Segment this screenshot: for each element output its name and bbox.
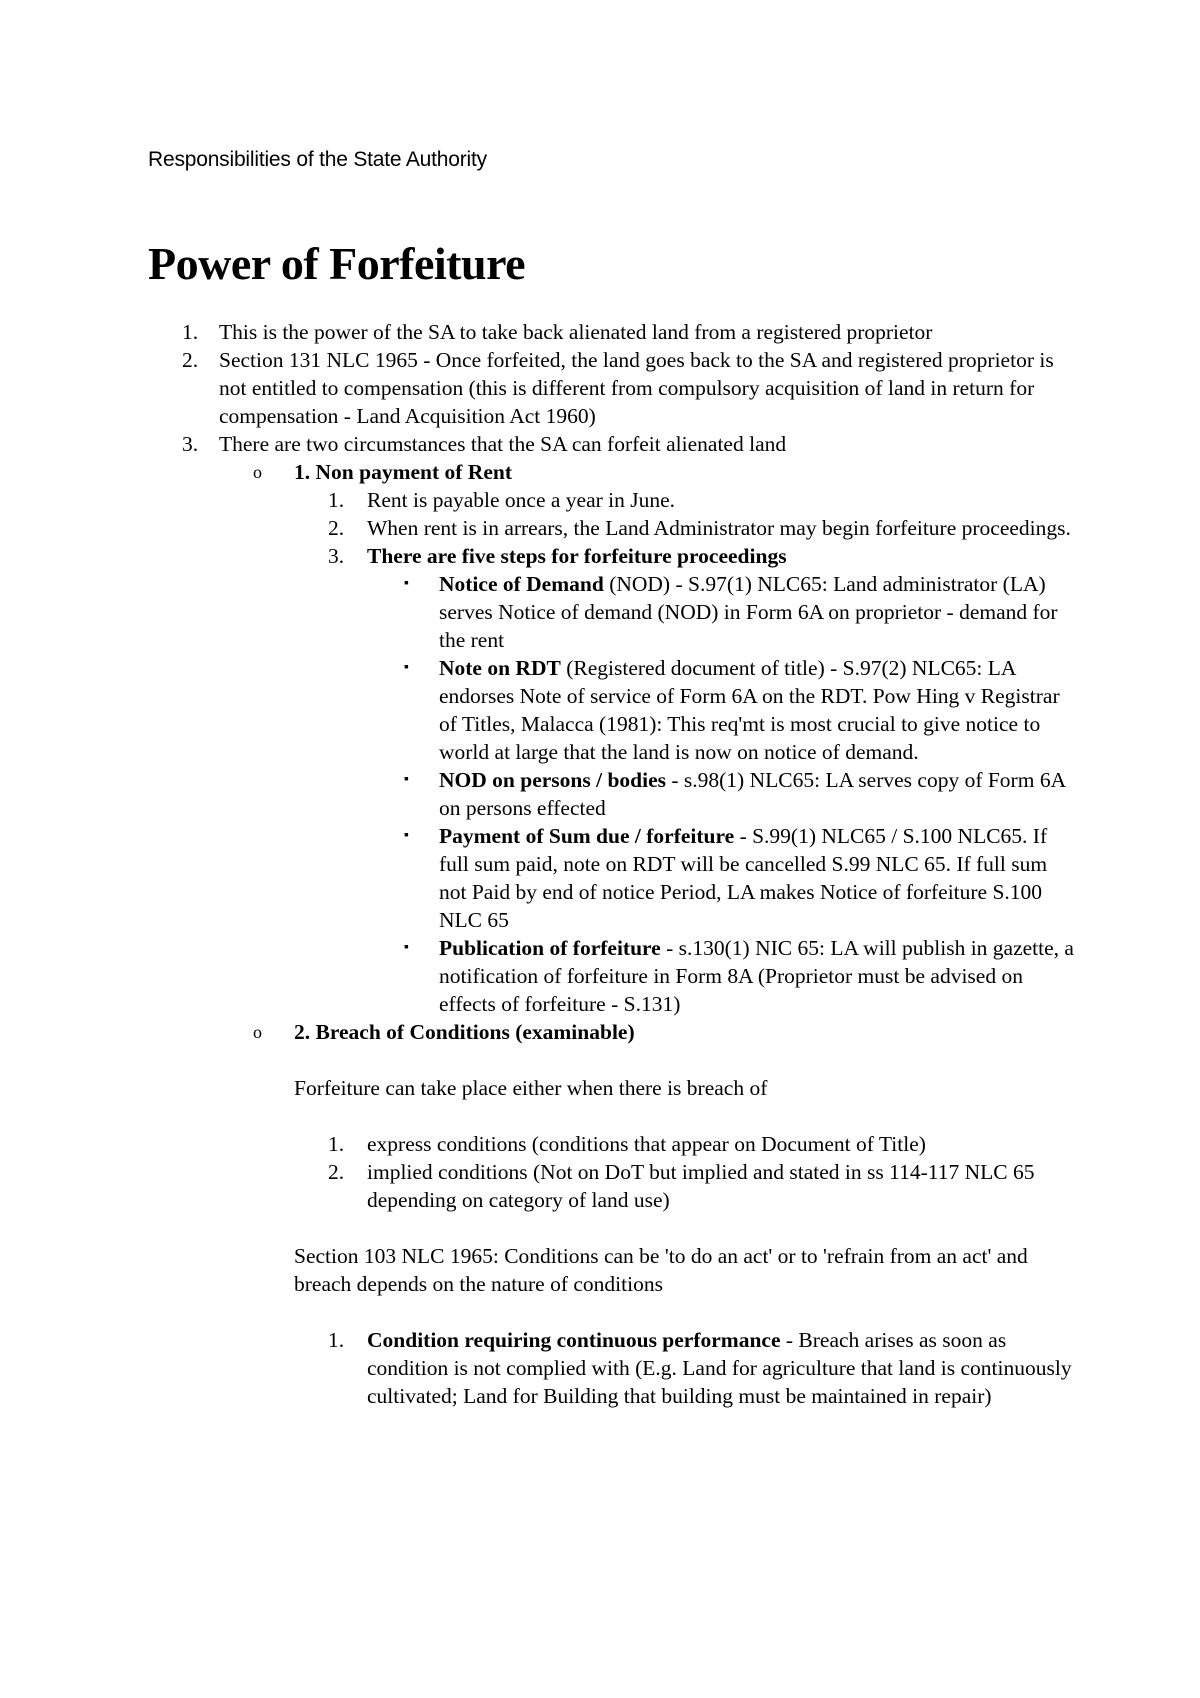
subheading-text: 2. Breach of Conditions (examinable) [294,1020,635,1044]
square-bullet-icon: ▪ [404,660,409,675]
list-number: 1. [182,320,199,344]
list-number: 2. [182,348,199,372]
list-item-text: express conditions (conditions that appear on Document of Title) [367,1132,926,1156]
list-item-text: Rent is payable once a year in June. [367,488,676,512]
step-title: Publication of forfeiture [439,936,661,960]
square-bullet-icon: ▪ [404,940,409,955]
subheading-text: 1. Non payment of Rent [294,460,512,484]
spacer [148,1102,1078,1130]
list-item [148,542,1078,570]
step-text: - s.130(1) NIC 65: LA will publish in gazette, a notification of forfeiture in Form 8A (Proprietor must be advised on effects of forfeiture - S.131) [439,936,1074,1016]
step-text: - s.98(1) NLC65: LA serves copy of Form 6A on persons effected [439,768,1065,820]
list-number: 1. [328,488,345,512]
step-item [148,654,1078,766]
list-number: 3. [182,432,199,456]
list-item [148,1158,1078,1214]
list-item-text: - Breach arises as soon as condition is not complied with (E.g. Land for agriculture that land is continuously cultivated; Land for Building that building must be maintained in repair) [367,1328,1072,1408]
paragraph-intro: Forfeiture can take place either when there is breach of [294,1076,768,1100]
list-number: 1. [328,1328,345,1352]
list-number: 2. [328,1160,345,1184]
list-item [148,1326,1078,1410]
list-number: 2. [328,516,345,540]
paragraph-section-103: Section 103 NLC 1965: Conditions can be 'to do an act' or to 'refrain from an act' and breach depends on the nature of conditions [294,1244,1028,1296]
list-item-title: Condition requiring continuous performance [367,1328,781,1352]
list-item-text: Section 131 NLC 1965 - Once forfeited, the land goes back to the SA and registered proprietor is not entitled to compensation (this is different from compulsory acquisition of land in return for compensation - Land Acquisition Act 1960) [219,348,1054,428]
square-bullet-icon: ▪ [404,576,409,591]
list-item-text: When rent is in arrears, the Land Administrator may begin forfeiture proceedings. [367,516,1071,540]
step-text: - S.99(1) NLC65 / S.100 NLC65. If full sum paid, note on RDT will be cancelled S.99 NLC 65. If full sum not Paid by end of notice Period, LA makes Notice of forfeiture S.100 NLC 65 [439,824,1048,932]
list-item-text: There are two circumstances that the SA can forfeit alienated land [219,432,787,456]
list-item [148,514,1078,542]
circle-bullet-icon: o [253,1022,262,1042]
step-title: Notice of Demand [439,572,604,596]
list-item [148,1130,1078,1158]
spacer [148,1298,1078,1326]
list-item [148,430,1078,458]
square-bullet-icon: ▪ [404,772,409,787]
list-item-text: This is the power of the SA to take back alienated land from a registered proprietor [219,320,933,344]
step-title: NOD on persons / bodies [439,768,666,792]
square-bullet-icon: ▪ [404,828,409,843]
list-item [148,486,1078,514]
page-title: Power of Forfeiture [148,238,526,289]
document-body [148,318,1078,1410]
subheading-non-payment-of-rent [148,458,1078,486]
list-item-text: implied conditions (Not on DoT but implied and stated in ss 114-117 NLC 65 depending on category of land use) [367,1160,1035,1212]
step-title: Note on RDT [439,656,561,680]
step-text: (Registered document of title) - S.97(2) NLC65: LA endorses Note of service of Form 6A on the RDT. Pow Hing v Registrar of Titles, Malacca (1981): This req'mt is most crucial to give notice to world at large that the land is now on notice of demand. [439,656,1060,764]
subheading-breach-of-conditions [148,1018,1078,1046]
list-item-text: There are five steps for forfeiture proceedings [367,544,787,568]
step-text: (NOD) - S.97(1) NLC65: Land administrator (LA) serves Notice of demand (NOD) in Form 6A on proprietor - demand for the rent [439,572,1058,652]
circle-bullet-icon: o [253,462,262,482]
list-item [148,318,1078,346]
list-number: 1. [328,1132,345,1156]
step-item [148,822,1078,934]
step-title: Payment of Sum due / forfeiture [439,824,735,848]
step-item [148,934,1078,1018]
spacer [148,1214,1078,1242]
list-number: 3. [328,544,345,568]
list-item [148,346,1078,430]
step-item [148,766,1078,822]
document-header: Responsibilities of the State Authority [148,148,487,171]
step-item [148,570,1078,654]
spacer [148,1046,1078,1074]
